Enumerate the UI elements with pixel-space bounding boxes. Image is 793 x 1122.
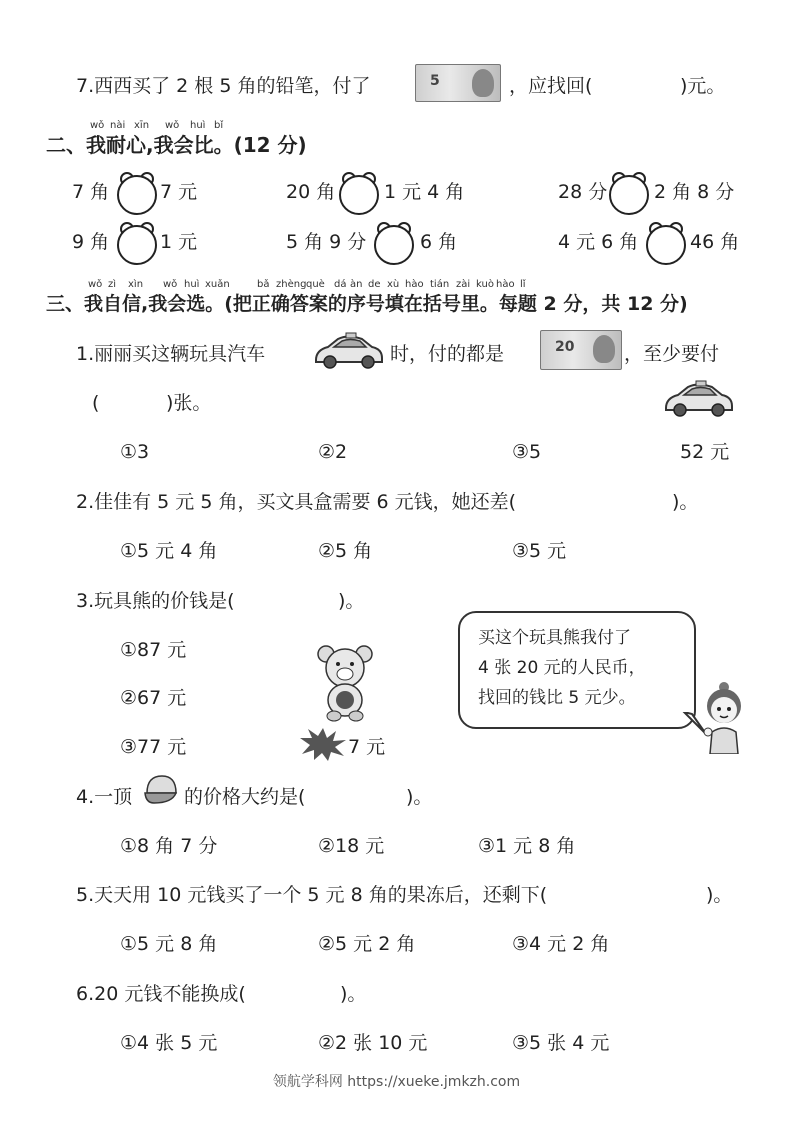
q1-option-1[interactable]: ①3: [120, 441, 150, 463]
pinyin: lǐ: [520, 279, 526, 290]
speech-bubble: [458, 611, 696, 729]
q6-option-3[interactable]: ③5 张 4 元: [512, 1032, 610, 1054]
compare-right: 2 角 8 分: [654, 181, 735, 203]
q1-option-2[interactable]: ②2: [318, 441, 348, 463]
five-yuan-bill-image: [415, 64, 501, 102]
q2-option-2[interactable]: ②5 角: [318, 540, 373, 562]
q2-answer-end: )。: [672, 491, 699, 513]
q3-answer-end: )。: [338, 590, 365, 612]
footer-watermark: 领航学科网 https://xueke.jmkzh.com: [272, 1074, 521, 1090]
bear-price-tag: 7 元: [348, 736, 386, 758]
bill-value: 20: [555, 339, 575, 355]
q5-option-1[interactable]: ①5 元 8 角: [120, 933, 218, 955]
pinyin: wǒ: [163, 279, 178, 290]
pinyin: hào: [405, 279, 424, 290]
bubble-line: 找回的钱比 5 元少。: [478, 688, 636, 708]
ink-splat-icon: [298, 726, 348, 762]
q6-option-1[interactable]: ①4 张 5 元: [120, 1032, 218, 1054]
pinyin: huì: [184, 279, 200, 290]
pinyin: kuò: [476, 279, 494, 290]
pinyin: zì: [108, 279, 117, 290]
pinyin: xuǎn: [205, 279, 230, 290]
section3-title: 三、我自信,我会选。(把正确答案的序号填在括号里。每题 2 分，共 12 分): [46, 293, 688, 315]
compare-left: 5 角 9 分: [286, 231, 367, 253]
pinyin: xù: [387, 279, 400, 290]
compare-circle[interactable]: [609, 175, 649, 215]
pinyin: xìn: [128, 279, 144, 290]
compare-circle[interactable]: [117, 175, 157, 215]
q6-stem: 6.20 元钱不能换成(: [76, 983, 246, 1005]
pinyin: què: [306, 279, 325, 290]
compare-circle[interactable]: [339, 175, 379, 215]
q4-stem: 4.一顶: [76, 786, 133, 808]
q6-answer-end: )。: [340, 983, 367, 1005]
toy-car-icon: [658, 378, 738, 420]
q5-option-3[interactable]: ③4 元 2 角: [512, 933, 610, 955]
compare-left: 7 角: [72, 181, 110, 203]
q5-stem: 5.天天用 10 元钱买了一个 5 元 8 角的果冻后，还剩下(: [76, 884, 548, 906]
q4-stem-b: 的价格大约是(: [184, 786, 306, 808]
pinyin-wo-2: wǒ: [165, 120, 180, 131]
compare-right: 1 元 4 角: [384, 181, 465, 203]
q1-answer-end: )张。: [166, 392, 212, 414]
q5-answer-end: )。: [706, 884, 733, 906]
compare-left: 20 角: [286, 181, 336, 203]
q3-option-1[interactable]: ①87 元: [120, 639, 187, 661]
q1-option-3[interactable]: ③5: [512, 441, 542, 463]
toy-car-icon: [310, 330, 386, 372]
pinyin-hui: huì: [190, 120, 206, 131]
pinyin: zài: [456, 279, 471, 290]
q3-option-3[interactable]: ③77 元: [120, 736, 187, 758]
pinyin: àn: [350, 279, 363, 290]
q5-option-2[interactable]: ②5 元 2 角: [318, 933, 416, 955]
twenty-yuan-bill-image: [540, 330, 622, 370]
q3-stem: 3.玩具熊的价钱是(: [76, 590, 235, 612]
bubble-line: 4 张 20 元的人民币，: [478, 658, 646, 678]
girl-character-icon: [700, 680, 748, 754]
compare-circle[interactable]: [117, 225, 157, 265]
q2-option-3[interactable]: ③5 元: [512, 540, 567, 562]
compare-right: 6 角: [420, 231, 458, 253]
pinyin: wǒ: [88, 279, 103, 290]
bill-value: 5: [430, 73, 440, 89]
pinyin: hào: [496, 279, 515, 290]
q1-open-paren: (: [92, 392, 100, 414]
compare-left: 4 元 6 角: [558, 231, 639, 253]
portrait-icon: [472, 69, 494, 97]
q3-option-2[interactable]: ②67 元: [120, 687, 187, 709]
pinyin-bi: bǐ: [214, 120, 224, 131]
compare-left: 28 分: [558, 181, 608, 203]
q6-option-2[interactable]: ②2 张 10 元: [318, 1032, 428, 1054]
compare-right: 1 元: [160, 231, 198, 253]
q1-stem-c: ，至少要付: [624, 343, 720, 365]
pinyin: de: [368, 279, 381, 290]
pinyin-xin: xīn: [134, 120, 150, 131]
compare-right: 7 元: [160, 181, 198, 203]
q7-text-after: ，应找回(: [509, 75, 593, 97]
compare-right: 46 角: [690, 231, 740, 253]
pinyin: dá: [334, 279, 347, 290]
pinyin: zhèng: [276, 279, 307, 290]
q7-text: 7.西西买了 2 根 5 角的铅笔，付了: [76, 75, 371, 97]
q1-stem-b: 时，付的都是: [390, 343, 505, 365]
car-price-label: 52 元: [680, 441, 730, 463]
q4-answer-end: )。: [406, 786, 433, 808]
cap-icon: [142, 773, 180, 807]
pinyin: tián: [430, 279, 450, 290]
teddy-bear-icon: [314, 642, 376, 722]
bubble-line: 买这个玩具熊我付了: [478, 628, 631, 648]
q2-option-1[interactable]: ①5 元 4 角: [120, 540, 218, 562]
section2-title: 二、我耐心,我会比。(12 分): [46, 133, 307, 157]
compare-left: 9 角: [72, 231, 110, 253]
q1-stem: 1.丽丽买这辆玩具汽车: [76, 343, 266, 365]
q7-answer-end: )元。: [680, 75, 726, 97]
q4-option-2[interactable]: ②18 元: [318, 835, 385, 857]
pinyin-nai: nài: [110, 120, 126, 131]
portrait-icon: [593, 335, 615, 363]
compare-circle[interactable]: [374, 225, 414, 265]
pinyin: bǎ: [257, 279, 270, 290]
pinyin-wo: wǒ: [90, 120, 105, 131]
q2-stem: 2.佳佳有 5 元 5 角，买文具盒需要 6 元钱，她还差(: [76, 491, 517, 513]
compare-circle[interactable]: [646, 225, 686, 265]
q4-option-3[interactable]: ③1 元 8 角: [478, 835, 576, 857]
q4-option-1[interactable]: ①8 角 7 分: [120, 835, 218, 857]
